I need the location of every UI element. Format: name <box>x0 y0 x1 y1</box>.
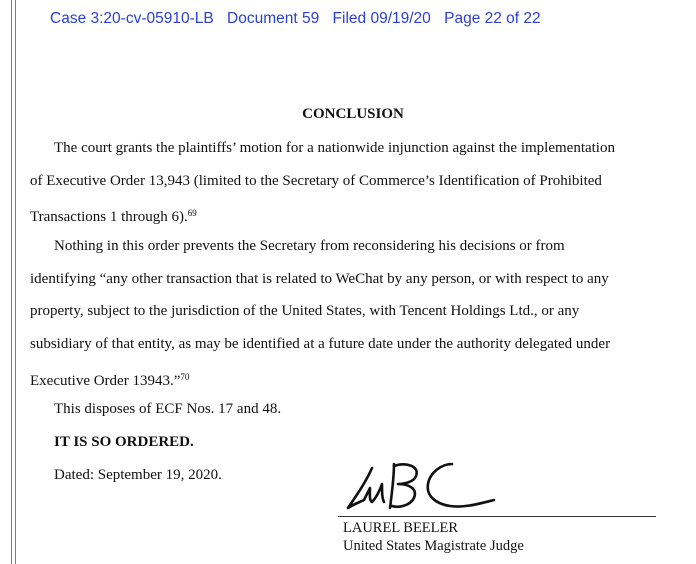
paragraph-2-line-5 <box>30 368 189 390</box>
footnote-70: 70 <box>180 372 190 382</box>
judge-name: LAUREL BEELER <box>343 520 459 536</box>
page-number: Page 22 of 22 <box>444 10 541 27</box>
dated-line: Dated: September 19, 2020. <box>54 467 222 483</box>
judge-title: United States Magistrate Judge <box>343 538 524 554</box>
paragraph-2-line-4: subsidiary of that entity, as may be identified at a future date under the authority delegated under <box>30 336 611 352</box>
judge-signature <box>336 458 506 514</box>
case-header <box>50 10 550 28</box>
disposes-line: This disposes of ECF Nos. 17 and 48. <box>54 401 282 417</box>
paragraph-2-line-1: Nothing in this order prevents the Secretary from reconsidering his decisions or from <box>54 238 565 254</box>
paragraph-1-line-2: of Executive Order 13,943 (limited to the Secretary of Commerce’s Identification of Prohibited <box>30 173 602 189</box>
signature-line <box>338 516 656 517</box>
left-margin-rule <box>11 0 12 564</box>
paragraph-2-line-3: property, subject to the jurisdiction of the United States, with Tencent Holdings Ltd., or any <box>30 303 580 319</box>
left-margin-rule-inner <box>15 0 16 564</box>
filed-date: Filed 09/19/20 <box>332 10 431 27</box>
document-number: Document 59 <box>227 10 320 27</box>
paragraph-2-line-2: identifying “any other transaction that is related to WeChat by any person, or with respect to any <box>30 271 609 287</box>
paragraph-1-text: Transactions 1 through 6). <box>30 209 188 225</box>
paragraph-1-line-3 <box>30 204 197 226</box>
paragraph-2-text: Executive Order 13943.” <box>30 373 181 389</box>
footnote-69: 69 <box>187 208 197 218</box>
so-ordered: IT IS SO ORDERED. <box>54 434 194 450</box>
paragraph-1-line-1: The court grants the plaintiffs’ motion for a nationwide injunction against the implementation <box>54 140 615 156</box>
section-heading: CONCLUSION <box>302 106 404 122</box>
case-number: Case 3:20-cv-05910-LB <box>50 10 214 27</box>
